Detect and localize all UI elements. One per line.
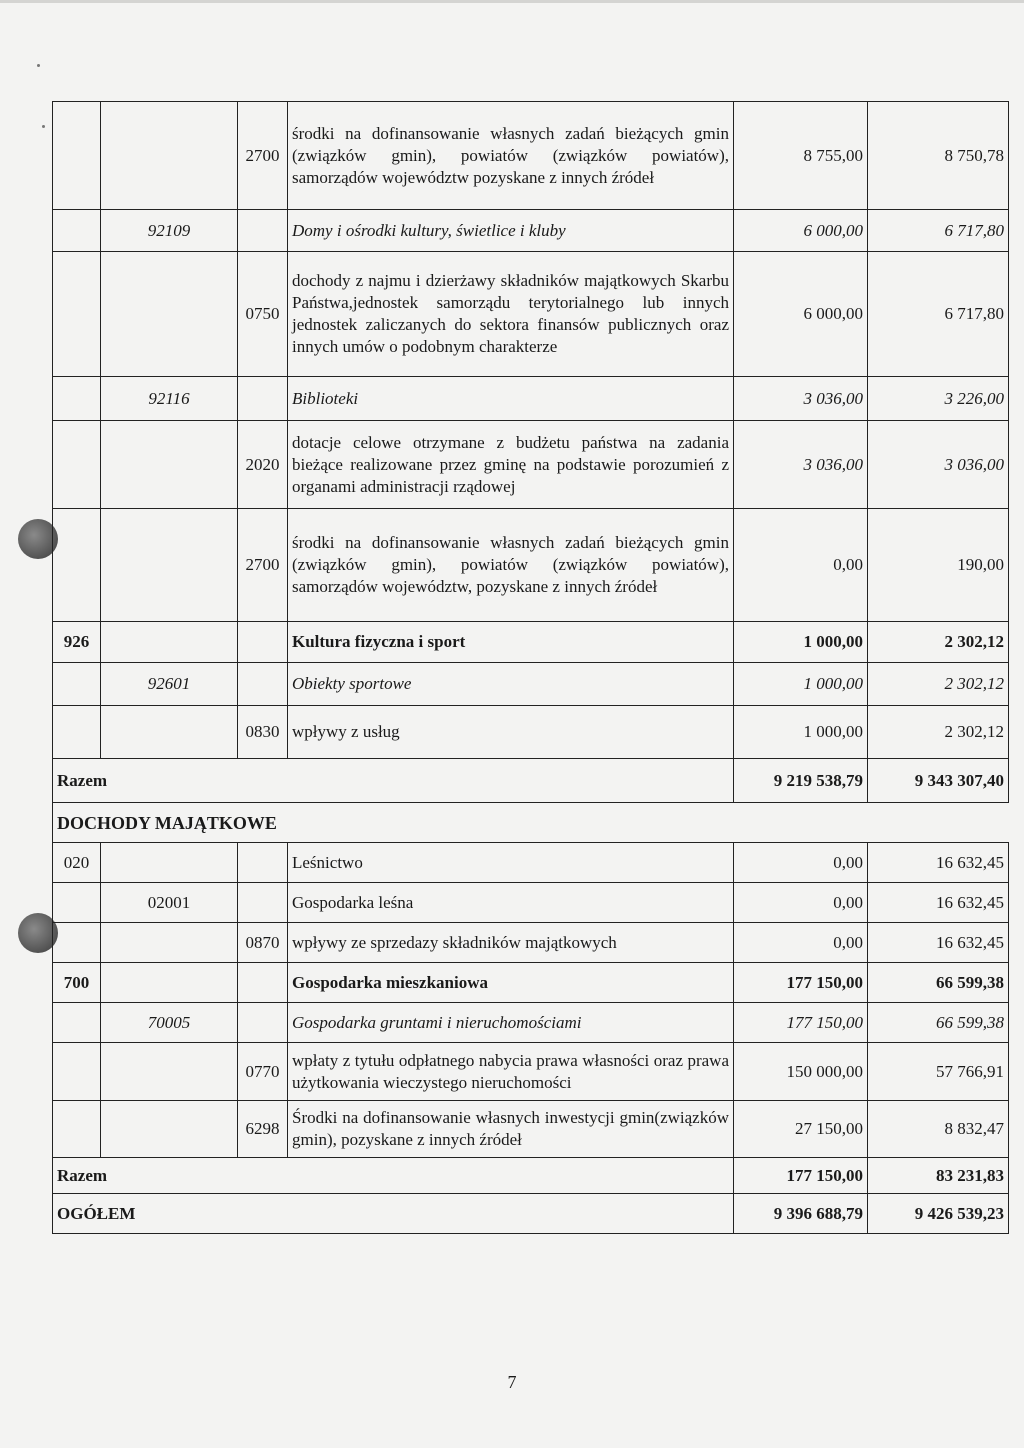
plan-cell: 3 036,00 (734, 377, 868, 421)
paragraf-cell: 6298 (238, 1101, 288, 1158)
rozdzial-cell: 70005 (101, 1003, 238, 1043)
total-label: Razem (53, 759, 734, 803)
description-cell: dotacje celowe otrzymane z budżetu państwa na zadania bieżące realizowane przez gminę na podstawie porozumień z organami administracji rządowej (288, 421, 734, 509)
rozdzial-cell (101, 421, 238, 509)
paragraf-cell (238, 1003, 288, 1043)
dzial-cell (53, 1003, 101, 1043)
table-row (53, 622, 1009, 663)
table-row (53, 1101, 1009, 1158)
table-row (53, 1003, 1009, 1043)
execution-cell: 6 717,80 (868, 252, 1009, 377)
dzial-cell (53, 1043, 101, 1101)
execution-cell: 2 302,12 (868, 706, 1009, 759)
plan-cell: 1 000,00 (734, 706, 868, 759)
paragraf-cell (238, 843, 288, 883)
execution-cell: 9 343 307,40 (868, 759, 1009, 803)
execution-cell: 16 632,45 (868, 923, 1009, 963)
paragraf-cell (238, 622, 288, 663)
scan-speck (37, 64, 40, 67)
description-cell: Biblioteki (288, 377, 734, 421)
description-cell: środki na dofinansowanie własnych zadań bieżących gmin (związków gmin), powiatów (związków powiatów), samorządów województw, pozyskane z innych źródeł (288, 509, 734, 622)
plan-cell: 27 150,00 (734, 1101, 868, 1158)
description-cell: Gospodarka gruntami i nieruchomościami (288, 1003, 734, 1043)
plan-cell: 150 000,00 (734, 1043, 868, 1101)
table-row (53, 102, 1009, 210)
dzial-cell: 926 (53, 622, 101, 663)
execution-cell: 16 632,45 (868, 843, 1009, 883)
plan-cell: 1 000,00 (734, 622, 868, 663)
description-cell: Gospodarka mieszkaniowa (288, 963, 734, 1003)
rozdzial-cell (101, 102, 238, 210)
section-title: DOCHODY MAJĄTKOWE (53, 803, 1009, 843)
rozdzial-cell (101, 1101, 238, 1158)
dzial-cell (53, 421, 101, 509)
dzial-cell (53, 1101, 101, 1158)
plan-cell: 9 396 688,79 (734, 1194, 868, 1234)
rozdzial-cell (101, 509, 238, 622)
paragraf-cell: 2700 (238, 509, 288, 622)
description-cell: Obiekty sportowe (288, 663, 734, 706)
table-row (53, 509, 1009, 622)
table-row (53, 210, 1009, 252)
plan-cell: 6 000,00 (734, 210, 868, 252)
dzial-cell: 020 (53, 843, 101, 883)
rozdzial-cell: 92116 (101, 377, 238, 421)
table-row (53, 883, 1009, 923)
total-label: Razem (53, 1158, 734, 1194)
dzial-cell (53, 883, 101, 923)
table-row (53, 706, 1009, 759)
total-row (53, 1158, 1009, 1194)
execution-cell: 16 632,45 (868, 883, 1009, 923)
rozdzial-cell (101, 923, 238, 963)
table-row (53, 963, 1009, 1003)
grand-total-row (53, 1194, 1009, 1234)
description-cell: wpływy ze sprzedazy składników majątkowych (288, 923, 734, 963)
paragraf-cell (238, 210, 288, 252)
paragraf-cell: 0750 (238, 252, 288, 377)
rozdzial-cell (101, 622, 238, 663)
execution-cell: 57 766,91 (868, 1043, 1009, 1101)
scan-speck (42, 125, 45, 128)
execution-cell: 9 426 539,23 (868, 1194, 1009, 1234)
dzial-cell: 700 (53, 963, 101, 1003)
execution-cell: 3 036,00 (868, 421, 1009, 509)
table-row (53, 663, 1009, 706)
execution-cell: 66 599,38 (868, 963, 1009, 1003)
paragraf-cell: 2700 (238, 102, 288, 210)
dzial-cell (53, 102, 101, 210)
plan-cell: 0,00 (734, 843, 868, 883)
scan-top-edge (0, 0, 1024, 3)
rozdzial-cell: 02001 (101, 883, 238, 923)
grand-total-label: OGÓŁEM (53, 1194, 734, 1234)
execution-cell: 83 231,83 (868, 1158, 1009, 1194)
plan-cell: 177 150,00 (734, 963, 868, 1003)
execution-cell: 2 302,12 (868, 622, 1009, 663)
execution-cell: 8 750,78 (868, 102, 1009, 210)
rozdzial-cell: 92601 (101, 663, 238, 706)
execution-cell: 2 302,12 (868, 663, 1009, 706)
execution-cell: 3 226,00 (868, 377, 1009, 421)
dzial-cell (53, 923, 101, 963)
description-cell: Środki na dofinansowanie własnych inwestycji gmin(związków gmin), pozyskane z innych źródeł (288, 1101, 734, 1158)
table-row (53, 421, 1009, 509)
rozdzial-cell (101, 1043, 238, 1101)
description-cell: dochody z najmu i dzierżawy składników majątkowych Skarbu Państwa,jednostek samorządu terytorialnego lub innych jednostek zaliczanych do sektora finansów publicznych oraz innych umów o podobnym charakterze (288, 252, 734, 377)
table-row (53, 252, 1009, 377)
rozdzial-cell (101, 252, 238, 377)
rozdzial-cell: 92109 (101, 210, 238, 252)
rozdzial-cell (101, 843, 238, 883)
plan-cell: 0,00 (734, 923, 868, 963)
table-row (53, 1043, 1009, 1101)
dzial-cell (53, 210, 101, 252)
paragraf-cell: 0830 (238, 706, 288, 759)
table-row (53, 923, 1009, 963)
plan-cell: 177 150,00 (734, 1158, 868, 1194)
dzial-cell (53, 377, 101, 421)
dzial-cell (53, 706, 101, 759)
plan-cell: 1 000,00 (734, 663, 868, 706)
dzial-cell (53, 252, 101, 377)
plan-cell: 177 150,00 (734, 1003, 868, 1043)
paragraf-cell: 0770 (238, 1043, 288, 1101)
execution-cell: 6 717,80 (868, 210, 1009, 252)
paragraf-cell (238, 663, 288, 706)
rozdzial-cell (101, 963, 238, 1003)
budget-table (52, 101, 1009, 1234)
description-cell: środki na dofinansowanie własnych zadań bieżących gmin (związków gmin), powiatów (związków powiatów), samorządów województw pozyskane z innych źródeł (288, 102, 734, 210)
plan-cell: 8 755,00 (734, 102, 868, 210)
rozdzial-cell (101, 706, 238, 759)
plan-cell: 6 000,00 (734, 252, 868, 377)
execution-cell: 8 832,47 (868, 1101, 1009, 1158)
dzial-cell (53, 509, 101, 622)
paragraf-cell (238, 963, 288, 1003)
description-cell: Kultura fizyczna i sport (288, 622, 734, 663)
description-cell: wpływy z usług (288, 706, 734, 759)
paragraf-cell (238, 377, 288, 421)
description-cell: Leśnictwo (288, 843, 734, 883)
table-row (53, 843, 1009, 883)
dzial-cell (53, 663, 101, 706)
paragraf-cell: 2020 (238, 421, 288, 509)
section-header-row (53, 803, 1009, 843)
plan-cell: 0,00 (734, 883, 868, 923)
plan-cell: 0,00 (734, 509, 868, 622)
plan-cell: 9 219 538,79 (734, 759, 868, 803)
execution-cell: 190,00 (868, 509, 1009, 622)
table-row (53, 377, 1009, 421)
paragraf-cell: 0870 (238, 923, 288, 963)
description-cell: Gospodarka leśna (288, 883, 734, 923)
description-cell: wpłaty z tytułu odpłatnego nabycia prawa własności oraz prawa użytkowania wieczystego nieruchomości (288, 1043, 734, 1101)
page-number: 7 (507, 1372, 517, 1392)
description-cell: Domy i ośrodki kultury, świetlice i kluby (288, 210, 734, 252)
plan-cell: 3 036,00 (734, 421, 868, 509)
total-row (53, 759, 1009, 803)
execution-cell: 66 599,38 (868, 1003, 1009, 1043)
paragraf-cell (238, 883, 288, 923)
